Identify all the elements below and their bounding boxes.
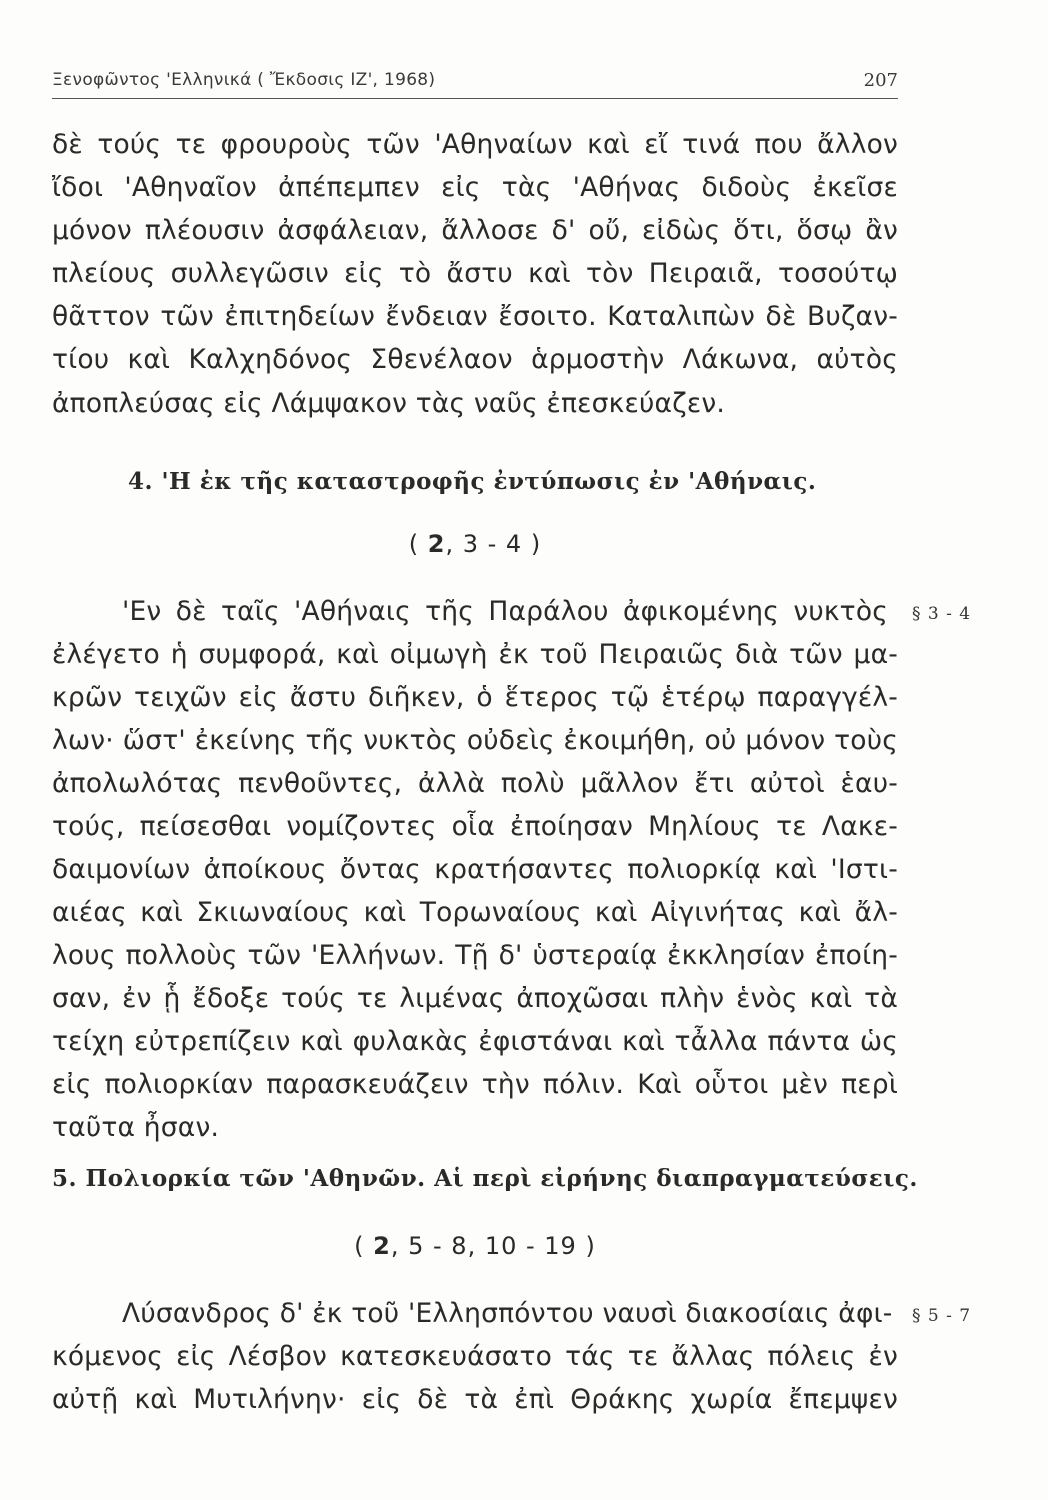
text-line: θᾶττον τῶν ἐπιτηδείων ἔνδειαν ἔσοιτο. Καταλιπὼν δὲ Βυζαν- [52,301,898,332]
text-line: ἀπολωλότας πενθοῦντες, ἀλλὰ πολὺ μᾶλλον ἔτι αὐτοὶ ἑαυ- [52,768,898,799]
margin-note-section-5: § 5 - 7 [912,1306,972,1326]
running-head [52,64,898,99]
text-line: ταῦτα ἦσαν. [52,1112,220,1143]
text-line: εἰς πολιορκίαν παρασκευάζειν τὴν πόλιν. Καὶ οὗτοι μὲν περὶ [52,1069,898,1100]
text-line: σαν, ἐν ᾗ ἔδοξε τούς τε λιμένας ἀποχῶσαι πλὴν ἑνὸς καὶ τὰ [52,983,898,1014]
text-line: πλείους συλλεγῶσιν εἰς τὸ ἄστυ καὶ τὸν Πειραιᾶ, τοσούτῳ [52,258,898,289]
text-line: ἀποπλεύσας εἰς Λάμψακον τὰς ναῦς ἐπεσκεύαζεν. [52,388,725,419]
text-line: λους πολλοὺς τῶν 'Ελλήνων. Τῇ δ' ὑστεραίᾳ ἐκκλησίαν ἐποίη- [52,940,898,971]
text-line: μόνον πλέουσιν ἀσφάλειαν, ἄλλοσε δ' οὔ, εἰδὼς ὅτι, ὅσῳ ἂν [52,215,898,246]
text-line: κόμενος εἰς Λέσβον κατεσκευάσατο τάς τε ἄλλας πόλεις ἐν [52,1341,898,1372]
text-line: ἐλέγετο ἡ συμφορά, καὶ οἰμωγὴ ἐκ τοῦ Πειραιῶς διὰ τῶν μα- [52,639,898,670]
ref-book: 2 [373,1232,391,1260]
text-line: Λύσανδρος δ' ἐκ τοῦ 'Ελλησπόντου ναυσὶ διακοσίαις ἀφι- [122,1298,893,1329]
section-heading-4: 4. 'Η ἐκ τῆς καταστροφῆς ἐντύπωσις ἐν 'Αθήναις. [128,468,817,495]
ref-open: ( [354,1232,374,1260]
text-line: δαιμονίων ἀποίκους ὄντας κρατήσαντες πολιορκίᾳ καὶ 'Ιστι- [52,854,898,885]
margin-note-section-4: § 3 - 4 [912,604,972,624]
section-heading-5: 5. Πολιορκία τῶν 'Αθηνῶν. Αἱ περὶ εἰρήνης διαπραγματεύσεις. [52,1165,918,1192]
ref-book: 2 [427,530,446,558]
text-line: αὐτῇ καὶ Μυτιλήνην· εἰς δὲ τὰ ἐπὶ Θράκης χωρία ἔπεμψεν [52,1384,898,1415]
text-line: λων· ὥστ' ἐκείνης τῆς νυκτὸς οὐδεὶς ἐκοιμήθη, οὐ μόνον τοὺς [52,725,898,756]
text-line: τούς, πείσεσθαι νομίζοντες οἷα ἐποίησαν Μηλίους τε Λακε- [52,811,898,842]
page-number: 207 [863,70,898,91]
text-line: αιέας καὶ Σκιωναίους καὶ Τορωναίους καὶ Αἰγινήτας καὶ ἄλ- [52,897,898,928]
text-line: 'Εν δὲ ταῖς 'Αθήναις τῆς Παράλου ἀφικομένης νυκτὸς [122,596,888,627]
running-head-title: Ξενοφῶντος 'Ελληνικά ( Ἔκδοσις ΙΖ', 1968) [52,70,436,90]
text-line: κρῶν τειχῶν εἰς ἄστυ διῆκεν, ὁ ἕτερος τῷ ἑτέρῳ παραγγέλ- [52,682,898,713]
ref-open: ( [408,530,428,558]
ref-rest: , 5 - 8, 10 - 19 ) [390,1232,596,1260]
text-line: τίου καὶ Καλχηδόνος Σθενέλαον ἁρμοστὴν Λάκωνα, αὐτὸς [52,344,898,375]
text-line: τείχη εὐτρεπίζειν καὶ φυλακὰς ἐφιστάναι καὶ τἆλλα πάντα ὡς [52,1026,898,1057]
ref-rest: , 3 - 4 ) [445,530,542,558]
text-line: ἴδοι 'Αθηναῖον ἀπέπεμπεν εἰς τὰς 'Αθήνας διδοὺς ἐκεῖσε [52,172,898,203]
text-line: δὲ τούς τε φρουροὺς τῶν 'Αθηναίων καὶ εἴ τινά που ἄλλον [52,129,898,160]
section-reference-5 [52,1232,898,1260]
section-reference-4 [52,530,898,558]
